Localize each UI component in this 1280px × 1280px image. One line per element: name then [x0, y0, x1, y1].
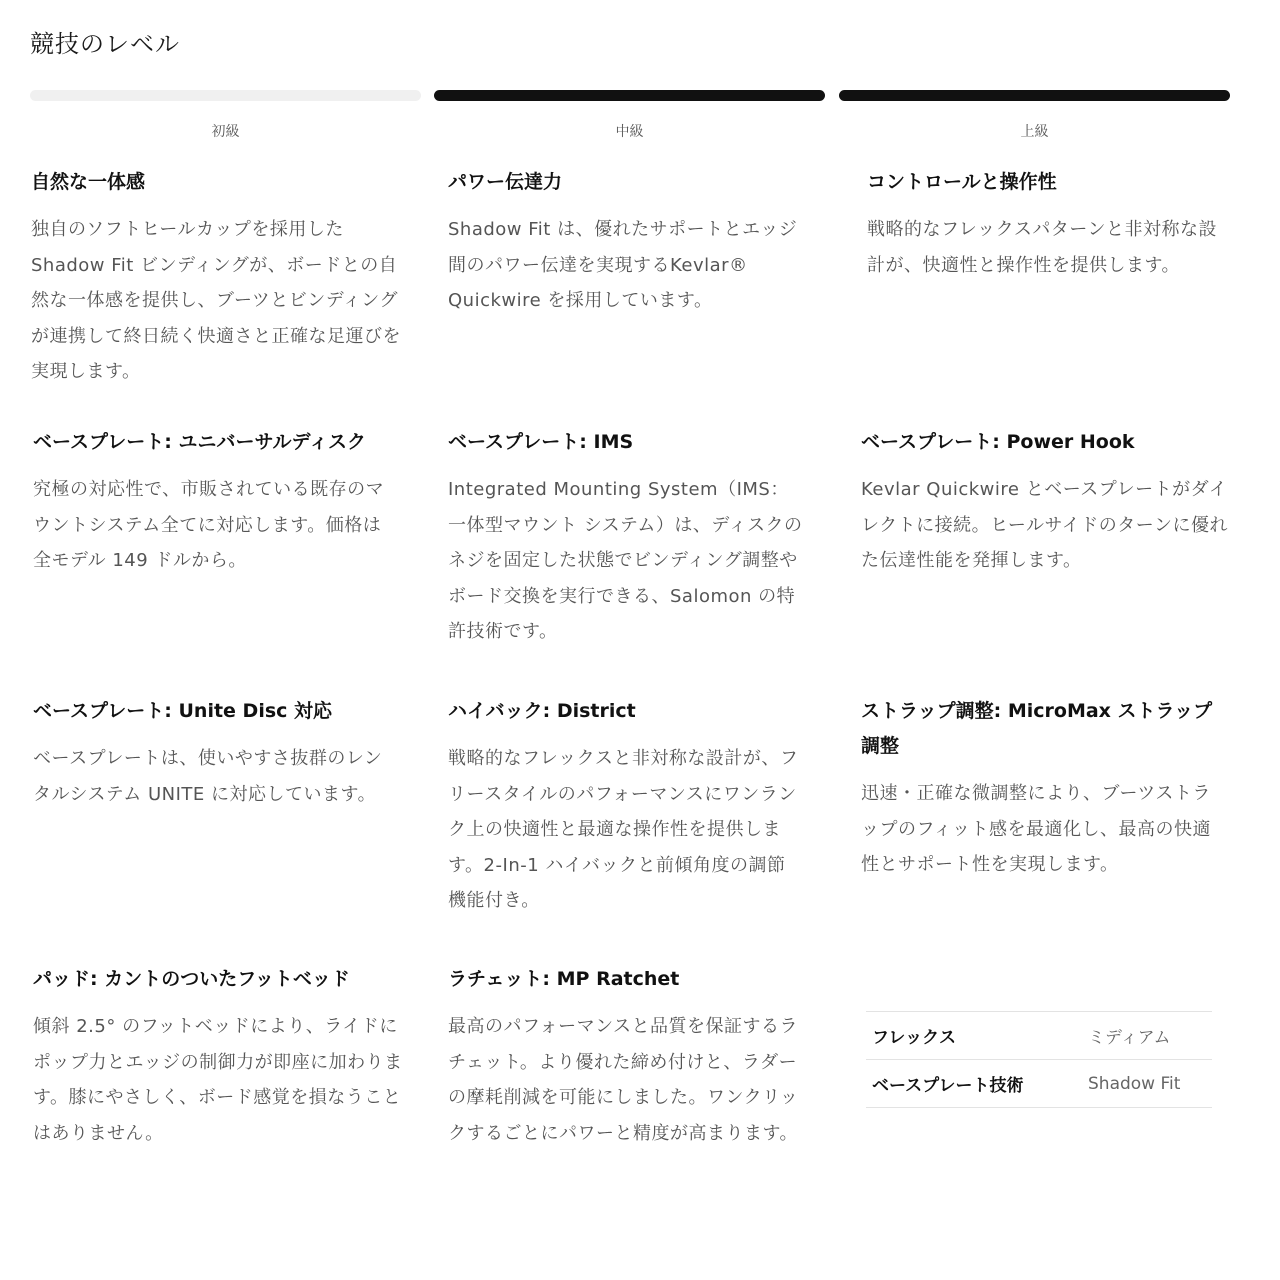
- feature-desc: 傾斜 2.5° のフットベッドにより、ライドにポップ力とエッジの制御力が即座に加わります。膝にやさしく、ボード感覚を損なうことはありません。: [33, 1016, 403, 1144]
- feature-title: 自然な一体感: [31, 171, 146, 193]
- feature-desc: Kevlar Quickwire とベースプレートがダイレクトに接続。ヒールサイドのターンに優れた伝達性能を発揮します。: [861, 479, 1228, 571]
- feature-title: ベースプレート: IMS: [448, 431, 634, 453]
- feature-title: ラチェット: MP Ratchet: [448, 968, 680, 990]
- level-label-intermediate: 中級: [615, 124, 644, 140]
- spec-key: ベースプレート技術: [872, 1076, 1024, 1096]
- level-bars: [30, 90, 1230, 102]
- spec-value: Shadow Fit: [1088, 1073, 1181, 1094]
- feature-desc: Integrated Mounting System（IMS：一体型マウント システム）は、ディスクのネジを固定した状態でビンディング調整やボード交換を実行できる、Salomon の特許技術です。: [448, 479, 803, 642]
- feature-strap-micromax: [861, 694, 1219, 883]
- feature-baseplate-ims: [448, 425, 804, 650]
- feature-control: [867, 165, 1229, 283]
- feature-title: ベースプレート: Unite Disc 対応: [33, 700, 333, 722]
- feature-natural-fit: [31, 165, 406, 390]
- feature-ratchet-mp: [448, 962, 804, 1151]
- feature-title: コントロールと操作性: [867, 171, 1057, 193]
- spec-value: ミディアム: [1088, 1028, 1171, 1048]
- feature-desc: 戦略的なフレックスパターンと非対称な設計が、快適性と操作性を提供します。: [867, 219, 1218, 276]
- feature-highback-district: [448, 694, 804, 919]
- level-label-beginner: 初級: [211, 124, 240, 140]
- feature-baseplate-universal-disc: [33, 425, 398, 579]
- spec-key: フレックス: [872, 1028, 956, 1048]
- feature-title: パワー伝達力: [448, 171, 563, 193]
- spec-row-baseplate-tech: [866, 1060, 1212, 1108]
- feature-desc: Shadow Fit は、優れたサポートとエッジ間のパワー伝達を実現するKevlar® Quickwire を採用しています。: [448, 219, 798, 311]
- feature-title: パッド: カントのついたフットベッド: [33, 968, 350, 990]
- feature-power-transfer: [448, 165, 810, 319]
- level-bar-advanced: [839, 90, 1230, 101]
- level-bar-beginner: [30, 90, 421, 101]
- level-bar-intermediate: [434, 90, 825, 101]
- spec-table: [866, 1011, 1212, 1108]
- page-title: 競技のレベル: [30, 30, 180, 58]
- feature-pad-canted-footbed: [33, 962, 408, 1151]
- level-label-advanced: 上級: [1020, 124, 1049, 140]
- spec-row-flex: [866, 1012, 1212, 1060]
- feature-title: ベースプレート: Power Hook: [861, 431, 1135, 453]
- feature-desc: 戦略的なフレックスと非対称な設計が、フリースタイルのパフォーマンスにワンランク上の快適性と最適な操作性を提供します。2-In-1 ハイバックと前傾角度の調節機能付き。: [448, 748, 799, 911]
- feature-title: ベースプレート: ユニバーサルディスク: [33, 431, 367, 453]
- feature-baseplate-power-hook: [861, 425, 1229, 579]
- feature-baseplate-unite-disc: [33, 694, 398, 812]
- feature-desc: ベースプレートは、使いやすさ抜群のレンタルシステム UNITE に対応しています。: [33, 748, 383, 805]
- feature-desc: 迅速・正確な微調整により、ブーツストラップのフィット感を最適化し、最高の快適性とサポート性を実現します。: [861, 783, 1212, 875]
- feature-desc: 最高のパフォーマンスと品質を保証するラチェット。より優れた締め付けと、ラダーの摩耗削減を可能にしました。ワンクリックするごとにパワーと精度が高まります。: [448, 1016, 799, 1144]
- feature-title: ハイバック: District: [448, 700, 636, 722]
- feature-title: ストラップ調整: MicroMax ストラップ調整: [861, 700, 1213, 757]
- feature-desc: 究極の対応性で、市販されている既存のマウントシステム全てに対応します。価格は全モデル 149 ドルから。: [33, 479, 385, 571]
- feature-desc: 独自のソフトヒールカップを採用したShadow Fit ビンディングが、ボードとの自然な一体感を提供し、ブーツとビンディングが連携して終日続く快適さと正確な足運びを実現します。: [31, 219, 401, 382]
